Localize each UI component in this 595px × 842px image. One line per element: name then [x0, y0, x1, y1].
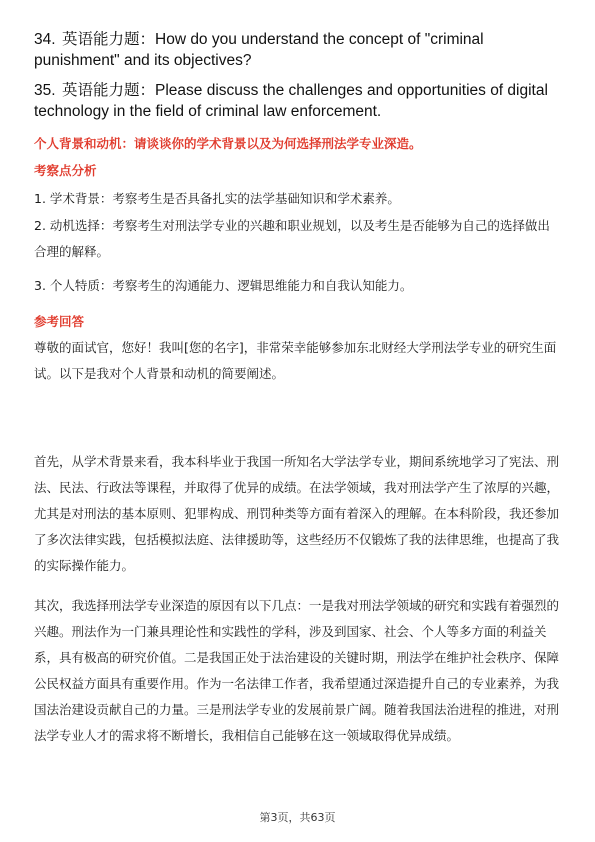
- question-35: [34, 80, 564, 122]
- answer-paragraph-3: 其次，我选择刑法学专业深造的原因有以下几点：一是我对刑法学领域的研究和实践有着强烈的兴趣。刑法作为一门兼具理论性和实践性的学科，涉及到国家、社会、个人等多方面的利益关系，具有极高的研究价值。二是我国正处于法治建设的关键时期，刑法学在维护社会秩序、保障公民权益方面具有重要作用。作为一名法律工作者，我希望通过深造提升自己的专业素养，为我国法治建设贡献自己的力量。三是刑法学专业的发展前景广阔。随着我国法治进程的推进，对刑法学专业人才的需求将不断增长，我相信自己能够在这一领域取得优异成绩。: [34, 598, 560, 743]
- answer-paragraph-2: 首先，从学术背景来看，我本科毕业于我国一所知名大学法学专业，期间系统地学习了宪法、刑法、民法、行政法等课程，并取得了优异的成绩。在法学领域，我对刑法学产生了浓厚的兴趣，尤其是对刑法的基本原则、犯罪构成、刑罚种类等方面有着深入的理解。在本科阶段，我还参加了多次法律实践，包括模拟法庭、法律援助等，这些经历不仅锻炼了我的法律思维，也提高了我的实际操作能力。: [34, 454, 560, 573]
- analysis-point-1: 1. 学术背景：考察考生是否具备扎实的法学基础知识和学术素养。: [34, 191, 400, 206]
- analysis-point-2: 2. 动机选择：考察考生对刑法学专业的兴趣和职业规划，以及考生是否能够为自己的选择做出合理的解释。: [34, 218, 550, 259]
- question-title: 个人背景和动机：请谈谈你的学术背景以及为何选择刑法学专业深造。: [34, 136, 422, 151]
- analysis-point-3: 3. 个人特质：考察考生的沟通能力、逻辑思维能力和自我认知能力。: [34, 278, 413, 293]
- answer-heading: 参考回答: [34, 314, 85, 329]
- question-34: [34, 29, 564, 71]
- question-35-text: 英语能力题：Please discuss the challenges and opportunities of digital technology in the field of criminal law enforcement.: [34, 82, 548, 120]
- page-number-footer: 第3页，共63页: [259, 811, 336, 824]
- analysis-heading: 考察点分析: [34, 163, 97, 178]
- question-35-number: 35.: [34, 82, 56, 99]
- question-34-text: 英语能力题：How do you understand the concept of "criminal punishment" and its objectives?: [34, 31, 484, 69]
- answer-paragraph-1: 尊敬的面试官，您好！我叫[您的名字]，非常荣幸能够参加东北财经大学刑法学专业的研究生面试。以下是我对个人背景和动机的简要阐述。: [34, 340, 557, 381]
- question-34-number: 34.: [34, 31, 56, 48]
